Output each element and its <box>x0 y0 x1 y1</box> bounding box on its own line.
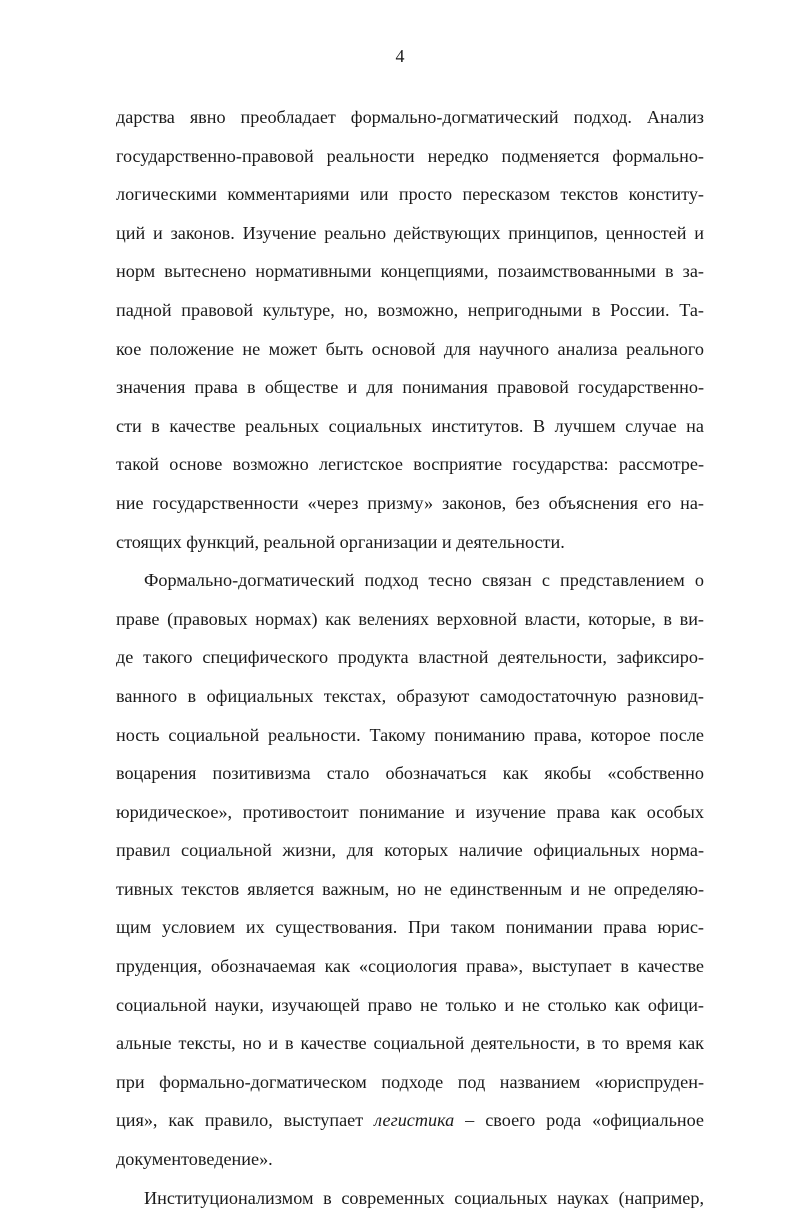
text-line: тивных текстов является важным, но не единственным и не определяю- <box>116 878 704 899</box>
paragraph-2 <box>116 561 704 1179</box>
text-line: социальной науки, изучающей право не только и не столько как офици- <box>116 994 704 1015</box>
text-line: стоящих функций, реальной организации и деятельности. <box>116 531 565 552</box>
text-line: праве (правовых нормах) как велениях верховной власти, которые, в ви- <box>116 608 704 629</box>
text-line: логическими комментариями или просто пересказом текстов конститу- <box>116 184 704 205</box>
text-line: кое положение не может быть основой для научного анализа реального <box>116 338 704 359</box>
text-line-with-italic <box>116 1101 704 1140</box>
text-line: де такого специфического продукта властной деятельности, зафиксиро- <box>116 647 704 668</box>
text-line: правил социальной жизни, для которых наличие официальных норма- <box>116 840 704 861</box>
text-line: такой основе возможно легистское восприятие государства: рассмотре- <box>116 454 704 475</box>
text-line: ние государственности «через призму» законов, без объяснения его на- <box>116 492 704 513</box>
body-text <box>116 98 704 1217</box>
text-line: при формально-догматическом подходе под названием «юриспруден- <box>116 1071 704 1092</box>
text-line: ций и законов. Изучение реально действующих принципов, ценностей и <box>116 222 704 243</box>
text-line: дарства явно преобладает формально-догматический подход. Анализ <box>116 107 704 127</box>
text-line: норм вытеснено нормативными концепциями, позаимствованными в за- <box>116 261 704 282</box>
text-line: государственно-правовой реальности нередко подменяется формально- <box>116 145 704 166</box>
text-line: щим условием их существования. При таком понимании права юрис- <box>116 917 704 938</box>
paragraph-1 <box>116 98 704 561</box>
text-line: Институционализмом в современных социальных науках (например, <box>144 1187 704 1208</box>
italic-term: легистика <box>374 1110 455 1131</box>
text-line: ванного в официальных текстах, образуют самодостаточную разновид- <box>116 685 704 706</box>
text-line: сти в качестве реальных социальных институтов. В лучшем случае на <box>116 415 704 436</box>
paragraph-3 <box>116 1179 704 1217</box>
text-line: Формально-догматический подход тесно связан с представлением о <box>144 570 704 591</box>
text-line: воцарения позитивизма стало обозначаться как якобы «собственно <box>116 763 704 784</box>
text-line: альные тексты, но и в качестве социальной деятельности, в то время как <box>116 1033 704 1054</box>
text-line: ность социальной реальности. Такому пониманию права, которое после <box>116 724 704 745</box>
text-line: падной правовой культуре, но, возможно, непригодными в России. Та- <box>116 299 704 320</box>
text-line: юридическое», противостоит понимание и изучение права как особых <box>116 801 704 822</box>
text-run: ция», как правило, выступает <box>116 1110 375 1131</box>
page-number: 4 <box>395 46 405 66</box>
text-line: пруденция, обозначаемая как «социология права», выступает в качестве <box>116 956 704 977</box>
text-line: документоведение». <box>116 1149 273 1170</box>
text-line: значения права в обществе и для понимания правовой государственно- <box>116 377 704 398</box>
text-run: – своего рода «официальное <box>454 1110 704 1131</box>
